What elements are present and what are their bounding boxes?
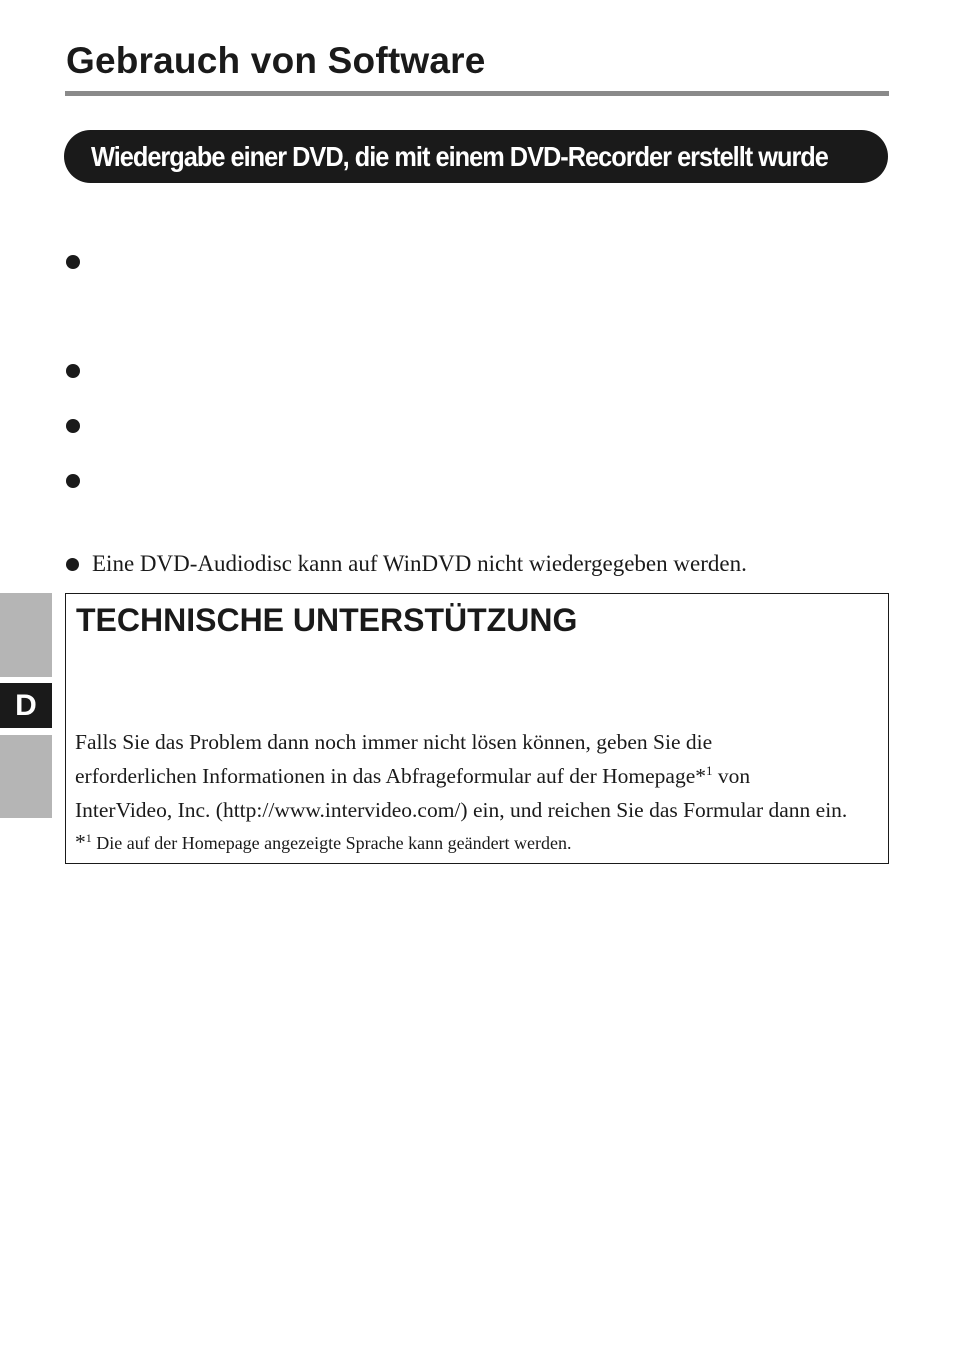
section-banner: [64, 130, 888, 183]
bullet-text-audio: Eine DVD-Audiodisc kann auf WinDVD nicht wiedergegeben werden.: [92, 551, 747, 576]
support-text-line-3: InterVideo, Inc. (http://www.intervideo.com/) ein, und reichen Sie das Formular dann ein.: [75, 798, 848, 822]
support-text-line-2: [75, 761, 750, 791]
support-heading: TECHNISCHE UNTERSTÜTZUNG: [76, 602, 578, 638]
title-rule: [65, 91, 889, 96]
section-banner-title: Wiedergabe einer DVD, die mit einem DVD-Recorder erstellt wurde: [91, 140, 828, 172]
footnote-text: Die auf der Homepage angezeigte Sprache kann geändert werden.: [91, 833, 572, 853]
bullet-dot-2: [66, 364, 80, 378]
support-text-line-1: Falls Sie das Problem dann noch immer nicht lösen können, geben Sie die: [75, 730, 713, 754]
page-title: Gebrauch von Software: [66, 40, 486, 81]
footnote-star: *: [75, 830, 86, 854]
side-tab-upper: [0, 593, 52, 677]
side-tab-lower: [0, 735, 52, 818]
support-text-line-2-main: erforderlichen Informationen in das Abfrageformular auf der Homepage*: [75, 764, 706, 788]
support-text-line-2-tail: von: [712, 764, 751, 788]
bullet-dot-1: [66, 255, 80, 269]
footnote-number: 1: [85, 831, 92, 845]
side-tab-language: D: [0, 683, 52, 728]
bullet-dot-4: [66, 474, 80, 488]
bullet-dot-5: [66, 558, 79, 571]
bullet-dot-3: [66, 419, 80, 433]
support-box: [65, 593, 889, 864]
bullet-item-audio: [66, 549, 747, 579]
support-footnote-ref: 1: [706, 763, 713, 778]
support-footnote: [75, 829, 572, 856]
